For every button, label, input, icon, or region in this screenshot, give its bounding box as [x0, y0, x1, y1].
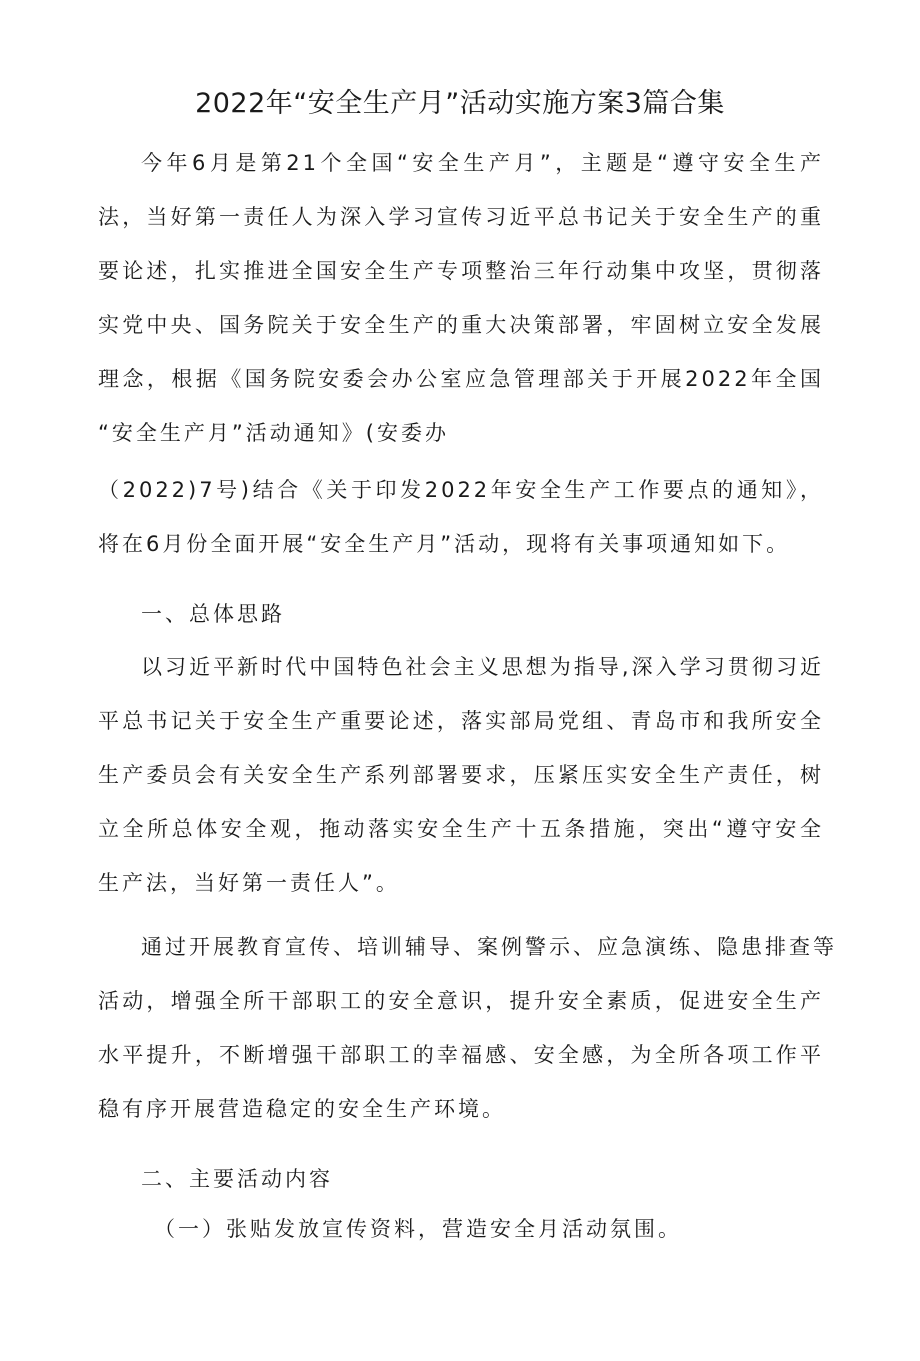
paragraph-line: 生产委员会有关安全生产系列部署要求，压紧压实安全生产责任，树 [98, 763, 824, 787]
section-heading-1: 一、总体思路 [141, 602, 285, 626]
intro-line: 理念，根据《国务院安委会办公室应急管理部关于开展2022年全国 [98, 367, 824, 391]
intro-line: 要论述，扎实推进全国安全生产专项整治三年行动集中攻坚，贯彻落 [98, 259, 824, 283]
paragraph-line: 稳有序开展营造稳定的安全生产环境。 [98, 1097, 506, 1121]
intro-line: 实党中央、国务院关于安全生产的重大决策部署，牢固树立安全发展 [98, 313, 824, 337]
paragraph-line: 生产法，当好第一责任人”。 [98, 871, 400, 895]
paragraph-line: 通过开展教育宣传、培训辅导、案例警示、应急演练、隐患排查等 [141, 935, 837, 959]
document-title: 2022年“安全生产月”活动实施方案3篇合集 [195, 88, 725, 119]
intro-line: 今年6月是第21个全国“安全生产月”，主题是“遵守安全生产 [141, 151, 824, 175]
intro-line: 法，当好第一责任人为深入学习宣传习近平总书记关于安全生产的重 [98, 205, 824, 229]
intro-line: “安全生产月”活动通知》(安委办 [98, 421, 449, 445]
intro-line: 将在6月份全面开展“安全生产月”活动，现将有关事项通知如下。 [98, 532, 791, 556]
paragraph-line: 立全所总体安全观，拖动落实安全生产十五条措施，突出“遵守安全 [98, 817, 824, 841]
paragraph-line: 平总书记关于安全生产重要论述，落实部局党组、青岛市和我所安全 [98, 709, 824, 733]
paragraph-line: 以习近平新时代中国特色社会主义思想为指导,深入学习贯彻习近 [141, 655, 824, 679]
section-item: （一）张贴发放宣传资料，营造安全月活动氛围。 [154, 1217, 682, 1241]
intro-line: （2022)7号)结合《关于印发2022年安全生产工作要点的通知》， [98, 478, 824, 502]
paragraph-line: 水平提升，不断增强干部职工的幸福感、安全感，为全所各项工作平 [98, 1043, 824, 1067]
section-heading-2: 二、主要活动内容 [141, 1167, 333, 1191]
paragraph-line: 活动，增强全所干部职工的安全意识，提升安全素质，促进安全生产 [98, 989, 824, 1013]
